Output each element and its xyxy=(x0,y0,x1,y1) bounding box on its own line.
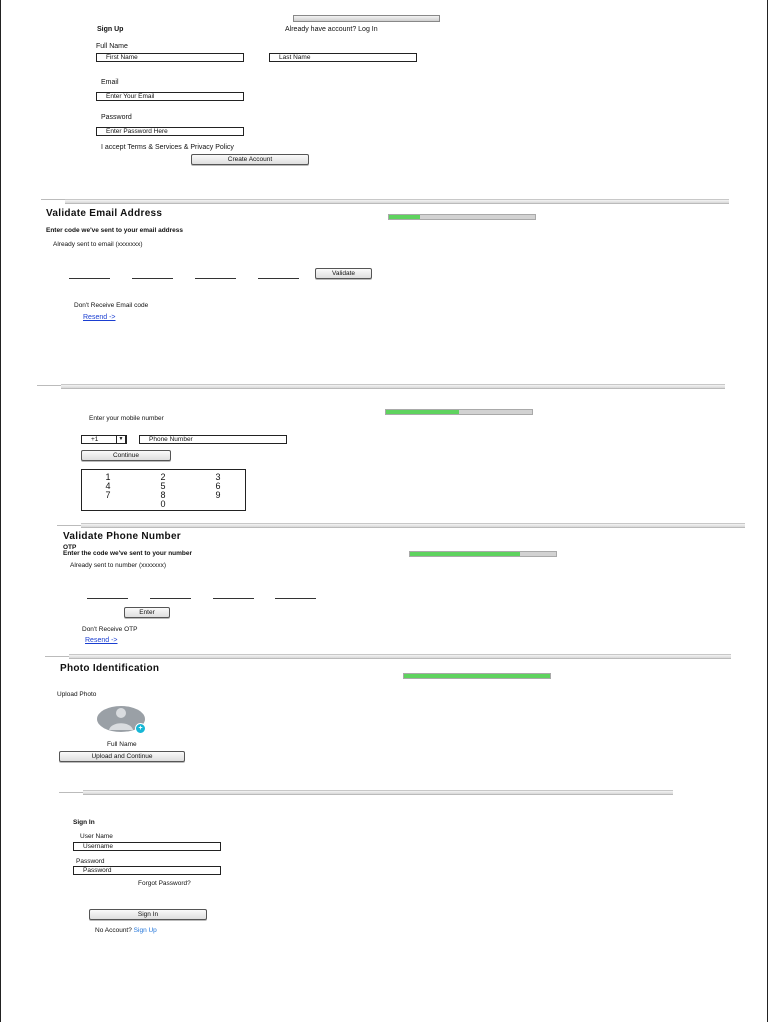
add-photo-icon[interactable]: + xyxy=(135,723,146,734)
signin-title: Sign In xyxy=(73,819,95,826)
divider-line xyxy=(59,792,83,793)
login-prompt[interactable]: Already have account? Log In xyxy=(285,26,378,33)
phone-sent-to: Already sent to number (xxxxxxx) xyxy=(70,562,167,569)
mobile-progress-fill xyxy=(386,410,459,414)
upload-continue-button[interactable]: Upload and Continue xyxy=(59,751,185,762)
otp-label: OTP xyxy=(63,544,77,551)
divider-line xyxy=(41,199,65,200)
photo-full-name: Full Name xyxy=(107,741,137,748)
otp-digit-1[interactable] xyxy=(87,598,128,599)
signin-password-input[interactable]: Password xyxy=(73,866,221,875)
photo-progress-bar xyxy=(403,673,551,679)
keypad-key[interactable]: 5 xyxy=(160,481,166,491)
enter-button[interactable]: Enter xyxy=(124,607,170,618)
section-divider xyxy=(81,523,745,528)
section-divider xyxy=(83,790,673,795)
top-bar xyxy=(293,15,440,22)
continue-button[interactable]: Continue xyxy=(81,450,171,461)
email-sent-to: Already sent to email (xxxxxxx) xyxy=(53,241,143,248)
validate-phone-title: Validate Phone Number xyxy=(63,531,181,542)
last-name-input[interactable]: Last Name xyxy=(269,53,417,62)
email-input[interactable]: Enter Your Email xyxy=(96,92,244,101)
section-divider xyxy=(61,384,725,389)
first-name-input[interactable]: First Name xyxy=(96,53,244,62)
keypad-key[interactable]: 7 xyxy=(105,490,111,500)
email-label: Email xyxy=(101,79,119,86)
country-code-select[interactable] xyxy=(81,435,127,444)
password-input[interactable]: Enter Password Here xyxy=(96,127,244,136)
avatar-placeholder[interactable] xyxy=(97,705,147,733)
upload-photo-label: Upload Photo xyxy=(57,691,97,698)
keypad-key[interactable]: 1 xyxy=(105,472,111,482)
otp-digit-3[interactable] xyxy=(213,598,254,599)
validate-button[interactable]: Validate xyxy=(315,268,372,279)
signup-link[interactable]: Sign Up xyxy=(133,927,157,934)
photo-id-title: Photo Identification xyxy=(60,663,160,674)
full-name-label: Full Name xyxy=(96,43,128,50)
keypad-key[interactable]: 0 xyxy=(160,499,166,509)
otp-digit-4[interactable] xyxy=(275,598,316,599)
signin-button[interactable]: Sign In xyxy=(89,909,207,920)
no-account-text: No Account? xyxy=(95,927,132,934)
no-account-row xyxy=(95,926,157,935)
no-otp-text: Don't Receive OTP xyxy=(82,626,138,633)
section-divider xyxy=(69,654,731,659)
username-input[interactable]: Username xyxy=(73,842,221,851)
email-code-digit-4[interactable] xyxy=(258,278,299,279)
divider-line xyxy=(37,385,61,386)
keypad-key[interactable]: 2 xyxy=(160,472,166,482)
divider-line xyxy=(45,656,69,657)
phone-progress-bar xyxy=(409,551,557,557)
email-progress-fill xyxy=(389,215,420,219)
number-keypad xyxy=(81,469,246,511)
email-code-instruction: Enter code we've sent to your email address xyxy=(46,227,184,234)
keypad-key[interactable]: 4 xyxy=(105,481,111,491)
email-progress-bar xyxy=(388,214,536,220)
photo-progress-fill xyxy=(404,674,550,678)
section-divider xyxy=(65,199,729,204)
phone-code-instruction: Enter the code we've sent to your number xyxy=(63,550,193,557)
divider-line xyxy=(57,525,81,526)
phone-progress-fill xyxy=(410,552,520,556)
otp-digit-2[interactable] xyxy=(150,598,191,599)
keypad-key[interactable]: 6 xyxy=(215,481,221,491)
signup-title: Sign Up xyxy=(97,26,124,33)
email-code-digit-2[interactable] xyxy=(132,278,173,279)
validate-email-title: Validate Email Address xyxy=(46,208,163,219)
create-account-button[interactable]: Create Account xyxy=(191,154,309,165)
terms-checkbox-label[interactable]: I accept Terms & Services & Privacy Policy xyxy=(101,144,234,151)
mobile-number-label: Enter your mobile number xyxy=(89,415,164,422)
keypad-key[interactable]: 3 xyxy=(215,472,221,482)
signin-password-label: Password xyxy=(76,858,105,865)
chevron-down-icon[interactable]: ▼ xyxy=(116,435,126,444)
email-code-digit-3[interactable] xyxy=(195,278,236,279)
country-code-value: +1 xyxy=(91,436,99,443)
username-label: User Name xyxy=(80,833,113,840)
forgot-password-link[interactable]: Forgot Password? xyxy=(138,880,191,887)
email-code-digit-1[interactable] xyxy=(69,278,110,279)
keypad-key[interactable]: 9 xyxy=(215,490,221,500)
phone-number-input[interactable]: Phone Number xyxy=(139,435,287,444)
email-resend-link[interactable]: Resend -> xyxy=(83,314,116,321)
phone-resend-link[interactable]: Resend -> xyxy=(85,637,118,644)
no-email-code-text: Don't Receive Email code xyxy=(74,302,149,309)
password-label: Password xyxy=(101,114,132,121)
keypad-key[interactable]: 8 xyxy=(160,490,166,500)
mobile-progress-bar xyxy=(385,409,533,415)
